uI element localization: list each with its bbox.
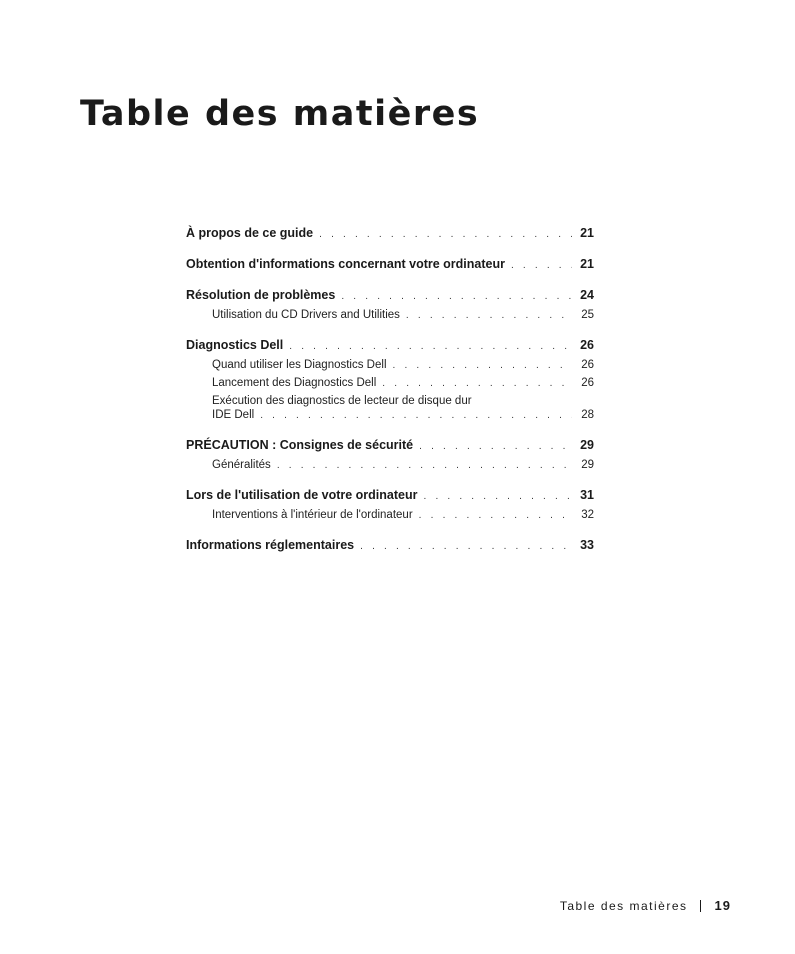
toc-entry-label: PRÉCAUTION : Consignes de sécurité bbox=[186, 438, 414, 452]
page-title: Table des matières bbox=[80, 94, 480, 134]
dot-leader bbox=[419, 441, 572, 452]
toc-subentry-page: 28 bbox=[581, 409, 594, 421]
dot-leader bbox=[406, 310, 572, 321]
toc-subentry-label: Quand utiliser les Diagnostics Dell bbox=[212, 359, 387, 371]
toc-subentry-launch-diagnostics[interactable] bbox=[186, 377, 594, 389]
toc-subentry-label: Lancement des Diagnostics Dell bbox=[212, 377, 377, 389]
toc-entry-label: Obtention d'informations concernant votre ordinateur bbox=[186, 257, 505, 271]
toc-entry-troubleshooting[interactable] bbox=[186, 288, 594, 302]
toc-entry-page: 26 bbox=[580, 338, 594, 352]
toc-entry-label: Informations réglementaires bbox=[186, 538, 355, 552]
toc-entry-diagnostics[interactable] bbox=[186, 338, 594, 352]
toc-subentry-page: 29 bbox=[581, 459, 594, 471]
toc-subentry-label: Généralités bbox=[212, 459, 271, 471]
dot-leader bbox=[423, 491, 572, 502]
toc-entry-page: 24 bbox=[580, 288, 594, 302]
toc-entry-label: À propos de ce guide bbox=[186, 226, 314, 240]
toc-entry-info[interactable] bbox=[186, 257, 594, 271]
dot-leader bbox=[511, 260, 572, 271]
table-of-contents bbox=[186, 226, 594, 552]
toc-entry-label: Lors de l'utilisation de votre ordinateur bbox=[186, 488, 418, 502]
toc-entry-page: 31 bbox=[580, 488, 594, 502]
toc-subentry-inside-computer[interactable] bbox=[186, 509, 594, 521]
toc-subentry-label: Interventions à l'intérieur de l'ordinateur bbox=[212, 509, 413, 521]
footer-title: Table des matières bbox=[559, 898, 688, 913]
dot-leader bbox=[319, 229, 572, 240]
dot-leader bbox=[419, 510, 572, 521]
toc-entry-label: Résolution de problèmes bbox=[186, 288, 336, 302]
dot-leader bbox=[393, 360, 573, 371]
toc-subentry-ide-diagnostics[interactable] bbox=[186, 395, 594, 421]
toc-subentry-page: 25 bbox=[581, 309, 594, 321]
toc-entry-safety[interactable] bbox=[186, 438, 594, 452]
footer-page-number: 19 bbox=[714, 898, 731, 913]
toc-subentry-general[interactable] bbox=[186, 459, 594, 471]
toc-subentry-label-line1: Exécution des diagnostics de lecteur de disque dur bbox=[212, 395, 472, 407]
dot-leader bbox=[277, 460, 572, 471]
dot-leader bbox=[360, 541, 572, 552]
dot-leader bbox=[341, 291, 572, 302]
toc-subentry-page: 26 bbox=[581, 359, 594, 371]
toc-entry-regulatory[interactable] bbox=[186, 538, 594, 552]
toc-entry-page: 29 bbox=[580, 438, 594, 452]
toc-subentry-page: 26 bbox=[581, 377, 594, 389]
toc-entry-page: 21 bbox=[580, 257, 594, 271]
toc-subentry-when-diagnostics[interactable] bbox=[186, 359, 594, 371]
toc-subentry-label-line2: IDE Dell bbox=[212, 409, 255, 421]
toc-entry-using-computer[interactable] bbox=[186, 488, 594, 502]
dot-leader bbox=[260, 410, 572, 421]
toc-entry-about-guide[interactable] bbox=[186, 226, 594, 240]
toc-subentry-label: Utilisation du CD Drivers and Utilities bbox=[212, 309, 400, 321]
page-footer bbox=[560, 898, 731, 913]
dot-leader bbox=[289, 341, 572, 352]
toc-entry-page: 33 bbox=[580, 538, 594, 552]
dot-leader bbox=[382, 378, 572, 389]
toc-subentry-page: 32 bbox=[581, 509, 594, 521]
toc-subentry-cd-drivers[interactable] bbox=[186, 309, 594, 321]
toc-entry-label: Diagnostics Dell bbox=[186, 338, 284, 352]
footer-separator bbox=[700, 900, 701, 912]
toc-entry-page: 21 bbox=[580, 226, 594, 240]
